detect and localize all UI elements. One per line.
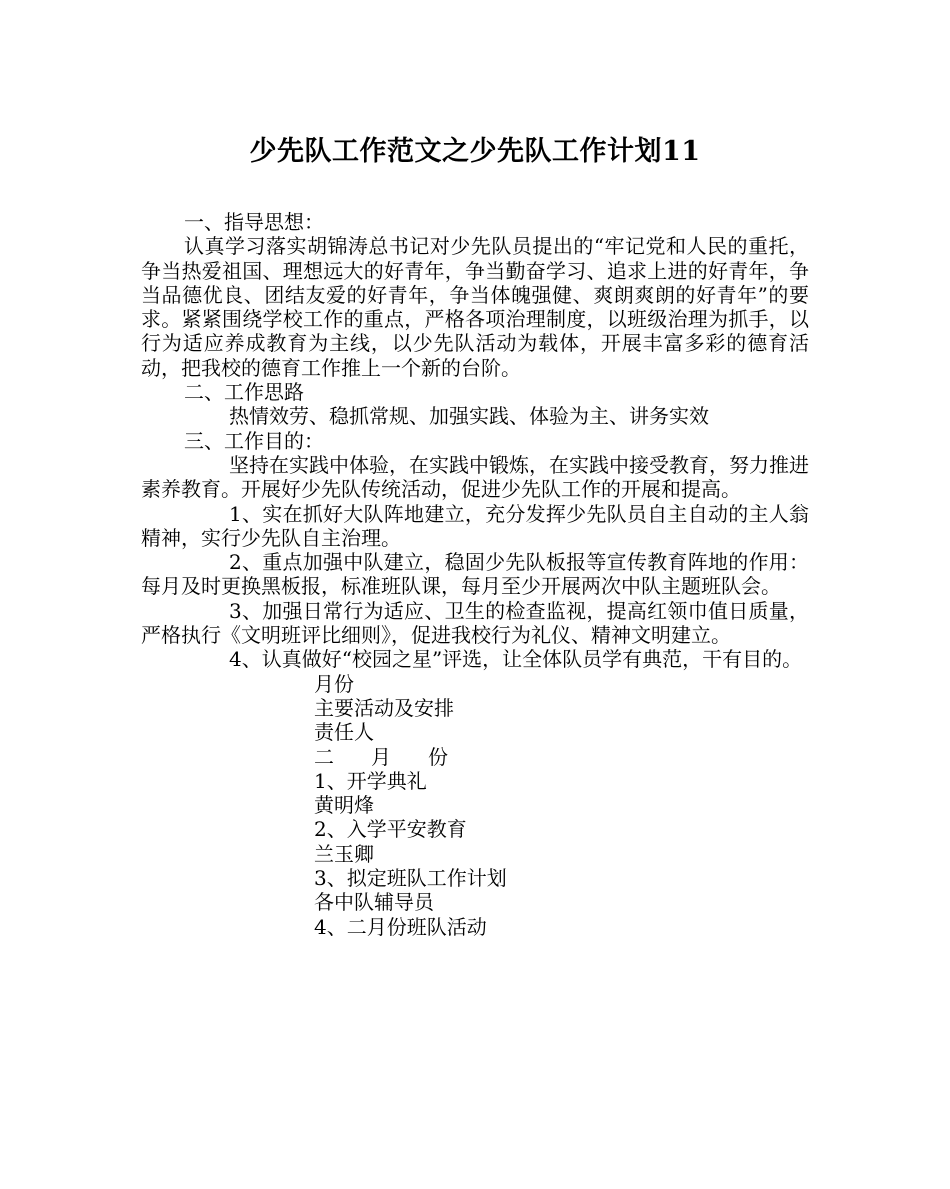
goal-paragraph: 坚持在实践中体验，在实践中锻炼，在实践中接受教育，努力推进素养教育。开展好少先队传统活动，促进少先队工作的开展和提高。 [141,452,809,502]
month-char-3: 份 [428,744,448,769]
table-activity-cell: 2、入学平安教育 [314,817,467,842]
table-activity-cell: 1、开学典礼 [314,768,427,793]
schedule-table [141,672,809,939]
table-month-cell [314,745,809,769]
guiding-heading: 一、指导思想： [184,210,324,234]
goal-item-4: 4、认真做好“校园之星”评选，让全体队员学有典范，干有目的。 [229,647,803,672]
table-person-cell: 兰玉卿 [314,841,374,866]
guiding-paragraph: 认真学习落实胡锦涛总书记对少先队员提出的“牢记党和人民的重托，争当热爱祖国、理想远大的好青年，争当勤奋学习、追求上进的好青年，争当品德优良、团结友爱的好青年，争当体魄强健、爽朗爽朗的好青年”的要求。紧紧围绕学校工作的重点，严格各项治理制度，以班级治理为抓手，以行为适应养成教育为主线，以少先队活动为载体，开展丰富多彩的德育活动，把我校的德育工作推上一个新的台阶。 [141,234,809,380]
approach-heading: 二、工作思路 [184,380,304,405]
month-char-1: 二 [314,744,334,769]
table-header-month: 月份 [314,671,354,696]
goal-item-2: 2、重点加强中队建立，稳固少先队板报等宣传教育阵地的作用：每月及时更换黑板报，标准班队课，每月至少开展两次中队主题班队会。 [141,550,809,599]
goal-heading: 三、工作目的： [184,428,324,453]
table-header-person: 责任人 [314,720,374,745]
document-body [141,210,809,939]
month-char-2: 月 [371,744,391,769]
goal-item-3: 3、加强日常行为适应、卫生的检查监视，提高红领巾值日质量，严格执行《文明班评比细则》，促进我校行为礼仪、精神文明建立。 [141,598,809,648]
table-person-cell: 黄明烽 [314,793,374,818]
table-person-cell: 各中队辅导员 [314,890,434,915]
approach-paragraph: 热情效劳、稳抓常规、加强实践、体验为主、讲务实效 [229,404,709,429]
table-activity-cell: 4、二月份班队活动 [314,914,487,939]
document-title: 少先队工作范文之少先队工作计划11 [249,136,701,167]
goal-item-1: 1、实在抓好大队阵地建立，充分发挥少先队员自主自动的主人翁精神，实行少先队自主治理。 [141,501,809,550]
table-header-activity: 主要活动及安排 [314,695,454,720]
table-activity-cell: 3、拟定班队工作计划 [314,866,507,891]
